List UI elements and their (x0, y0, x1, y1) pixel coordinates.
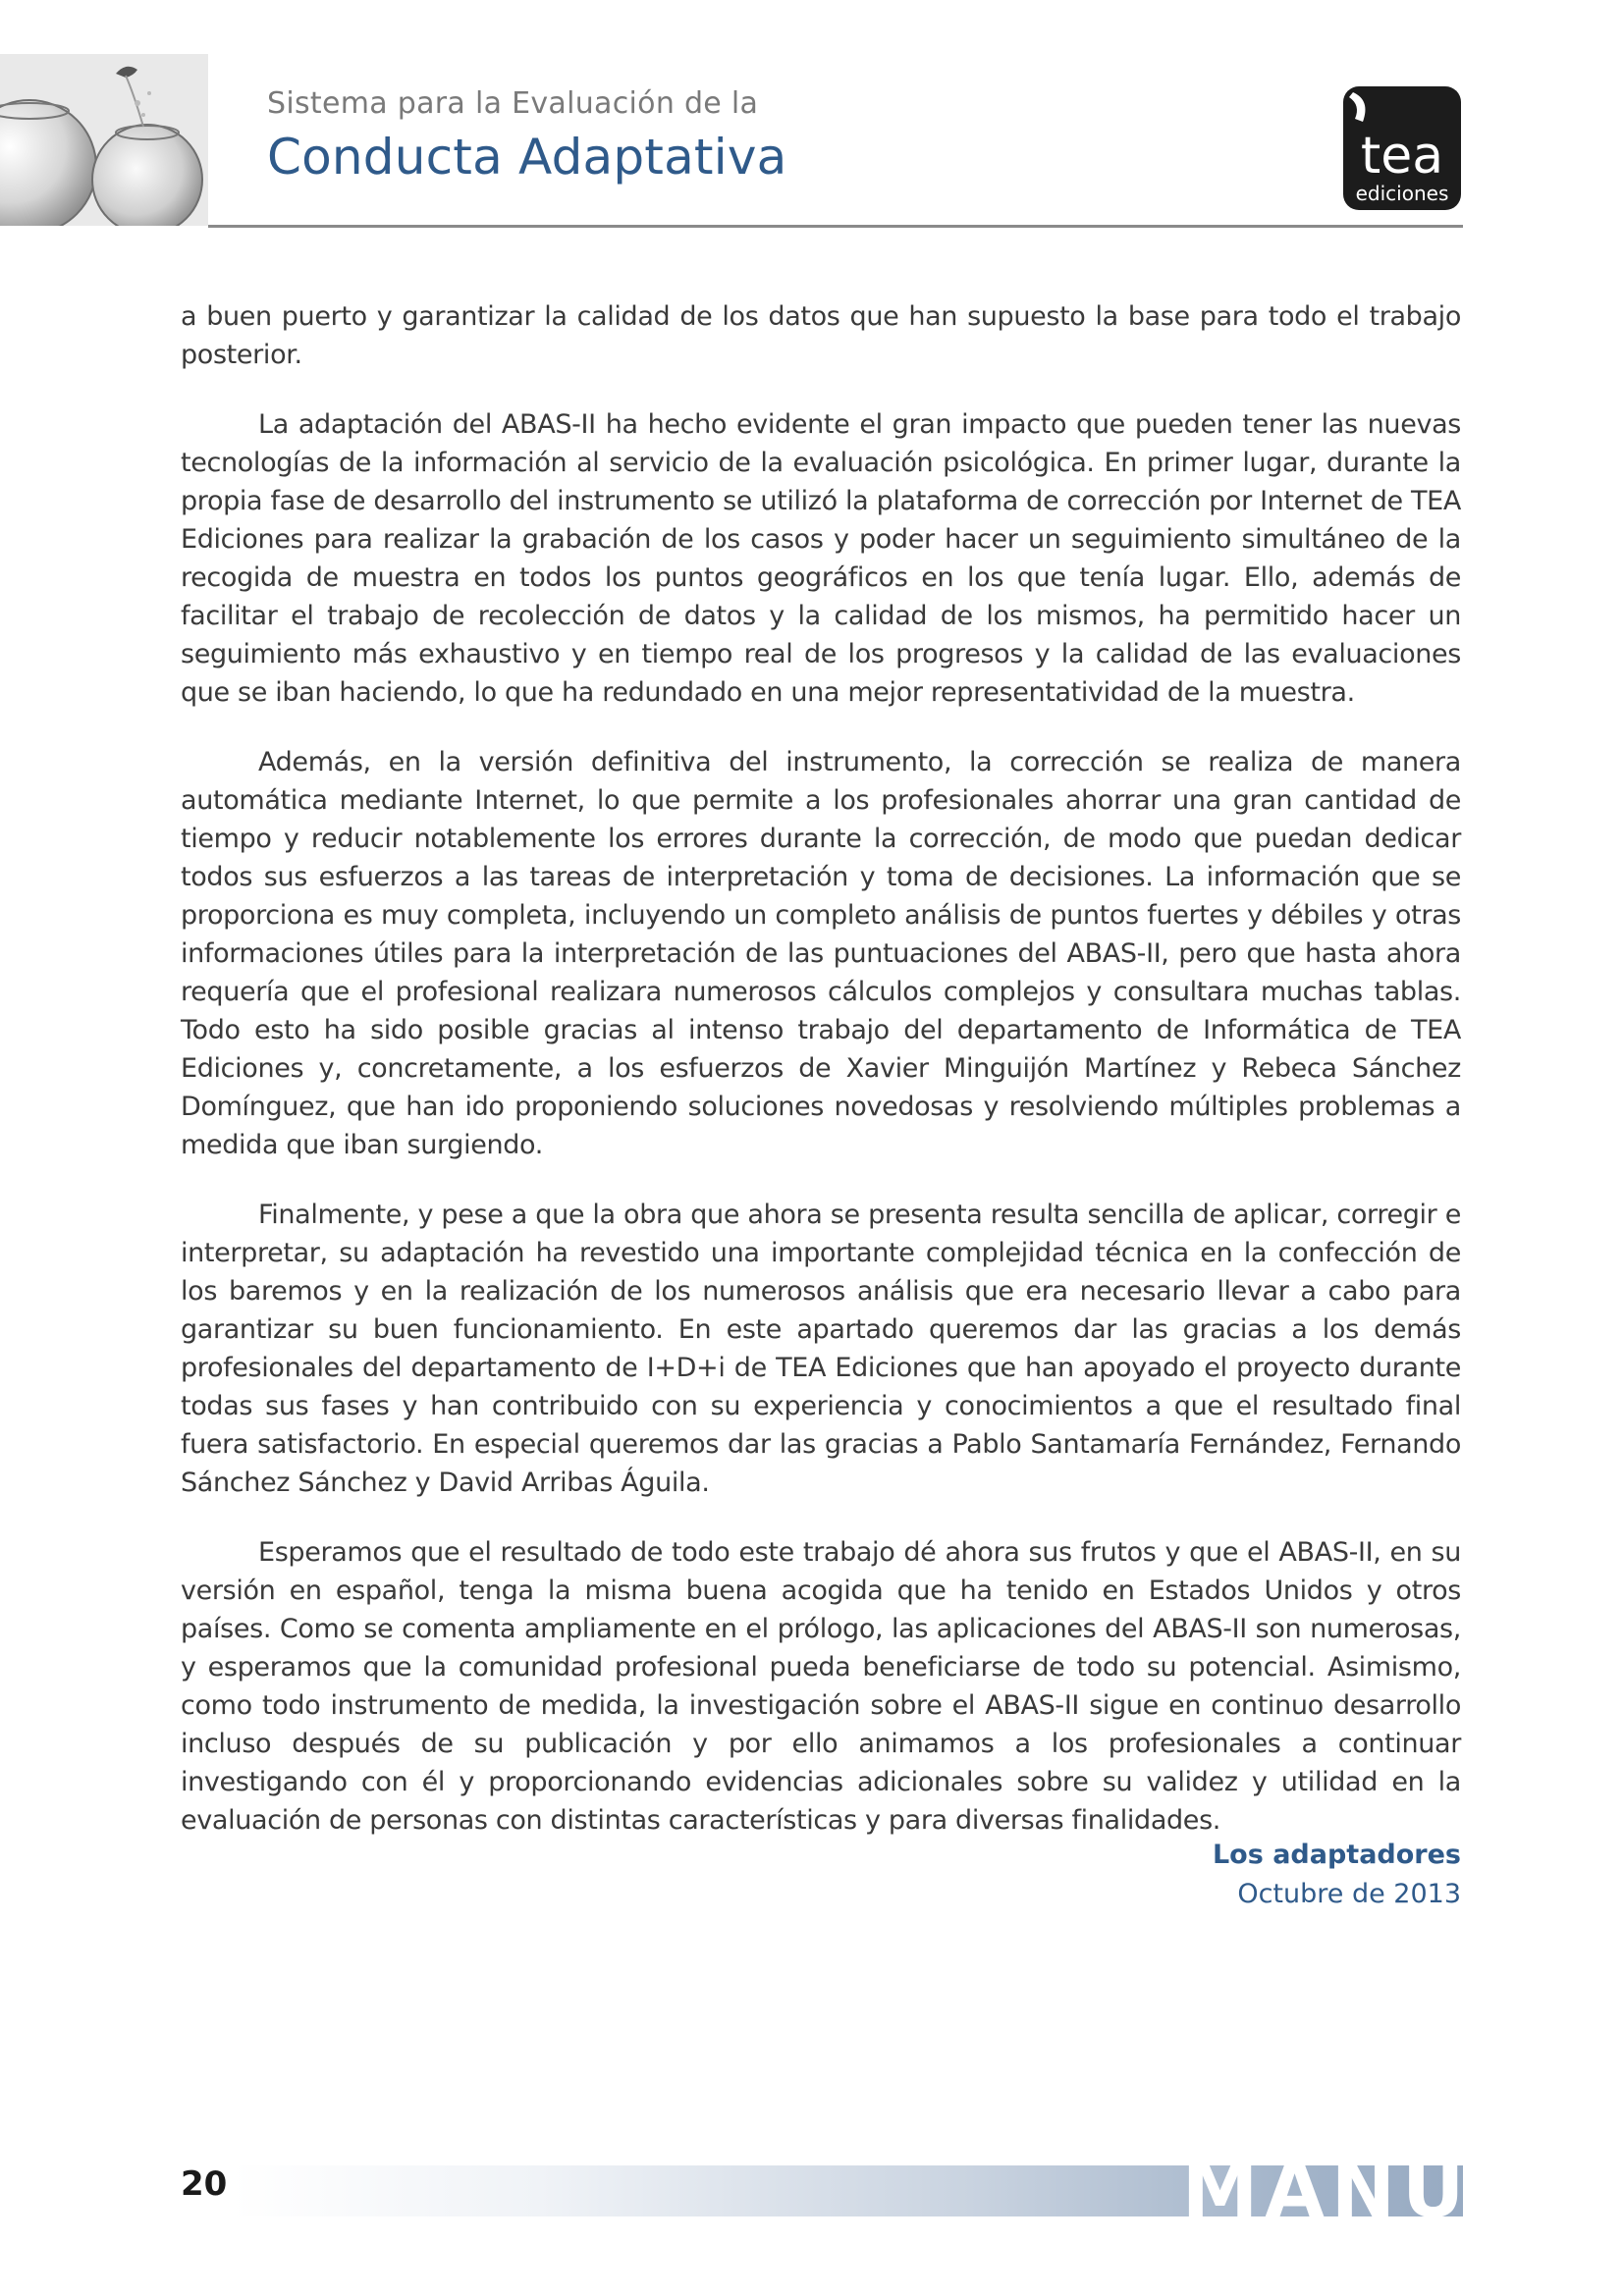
body-text (181, 297, 1461, 1871)
paragraph: Esperamos que el resultado de todo este trabajo dé ahora sus frutos y que el ABAS-II, en su versión en español, tenga la misma buena acogida que ha tenido en Estados Unidos y otros países. Como se comenta ampliamente en el prólogo, las aplicaciones del ABAS-II son numerosas, y esperamos que la comunidad profesional pueda beneficiarse de todo su potencial. Asimismo, como todo instrumento de medida, la investigación sobre el ABAS-II sigue en continuo desarrollo incluso después de su publicación y por ello animamos a los profesionales a continuar investigando con él y proporcionando evidencias adicionales sobre su validez y utilidad en la evaluación de personas con distintas características y para diversas finalidades. (181, 1537, 1461, 1836)
header-subtitle: Sistema para la Evaluación de la (267, 86, 759, 121)
header-titles (267, 86, 786, 185)
signature-block (1213, 1836, 1461, 1914)
logo-sub-text: ediciones (1355, 182, 1449, 205)
signature-name: Los adaptadores (1212, 1840, 1461, 1870)
paragraph: Finalmente, y pese a que la obra que ahora se presenta resulta sencilla de aplicar, corregir e interpretar, su adaptación ha revestido una importante complejidad técnica en la confección de los baremos y en la realización de los numerosos análisis que era necesario llevar a cabo para garantizar su buen funcionamiento. En este apartado queremos dar las gracias a los demás profesionales del departamento de I+D+i de TEA Ediciones que han apoyado el proyecto durante todas sus fases y han contribuido con su experiencia y conocimientos a que el resultado final fuera satisfactorio. En especial queremos dar las gracias a Pablo Santamaría Fernández, Fernando Sánchez Sánchez y David Arribas Águila. (181, 1200, 1461, 1498)
footer-manual-label: MANUAL (1181, 2152, 1591, 2216)
page-number: 20 (181, 2164, 228, 2204)
header-fishbowl-image (0, 54, 208, 226)
paragraph: La adaptación del ABAS-II ha hecho evidente el gran impacto que pueden tener las nuevas tecnologías de la información al servicio de la evaluación psicológica. En primer lugar, durante la propia fase de desarrollo del instrumento se utilizó la plataforma de corrección por Internet de TEA Ediciones para realizar la grabación de los casos y poder hacer un seguimiento simultáneo de la recogida de muestra en todos los puntos geográficos en los que tenía lugar. Ello, además de facilitar el trabajo de recolección de datos y la calidad de los mismos, ha permitido hacer un seguimiento más exhaustivo y en tiempo real de los progresos y la calidad de las evaluaciones que se iban haciendo, lo que ha redundado en una mejor representatividad de la muestra. (181, 409, 1461, 708)
header-divider (208, 225, 1463, 228)
logo-main-text: tea (1360, 127, 1444, 186)
paragraph: a buen puerto y garantizar la calidad de los datos que han supuesto la base para todo el trabajo posterior. (181, 301, 1461, 370)
signature-date: Octubre de 2013 (1237, 1879, 1461, 1909)
header-title: Conducta Adaptativa (267, 129, 787, 186)
tea-ediciones-logo (1343, 86, 1461, 210)
paragraph: Además, en la versión definitiva del instrumento, la corrección se realiza de manera automática mediante Internet, lo que permite a los profesionales ahorrar una gran cantidad de tiempo y reducir notablemente los errores durante la corrección, de modo que puedan dedicar todos sus esfuerzos a las tareas de interpretación y toma de decisiones. La información que se proporciona es muy completa, incluyendo un completo análisis de puntos fuertes y débiles y otras informaciones útiles para la interpretación de las puntuaciones del ABAS-II, pero que hasta ahora requería que el profesional realizara numerosos cálculos complejos y consultara muchas tablas. Todo esto ha sido posible gracias al intenso trabajo del departamento de Informática de TEA Ediciones y, concretamente, a los esfuerzos de Xavier Minguijón Martínez y Rebeca Sánchez Domínguez, que han ido proponiendo soluciones novedosas y resolviendo múltiples problemas a medida que iban surgiendo. (181, 747, 1461, 1160)
